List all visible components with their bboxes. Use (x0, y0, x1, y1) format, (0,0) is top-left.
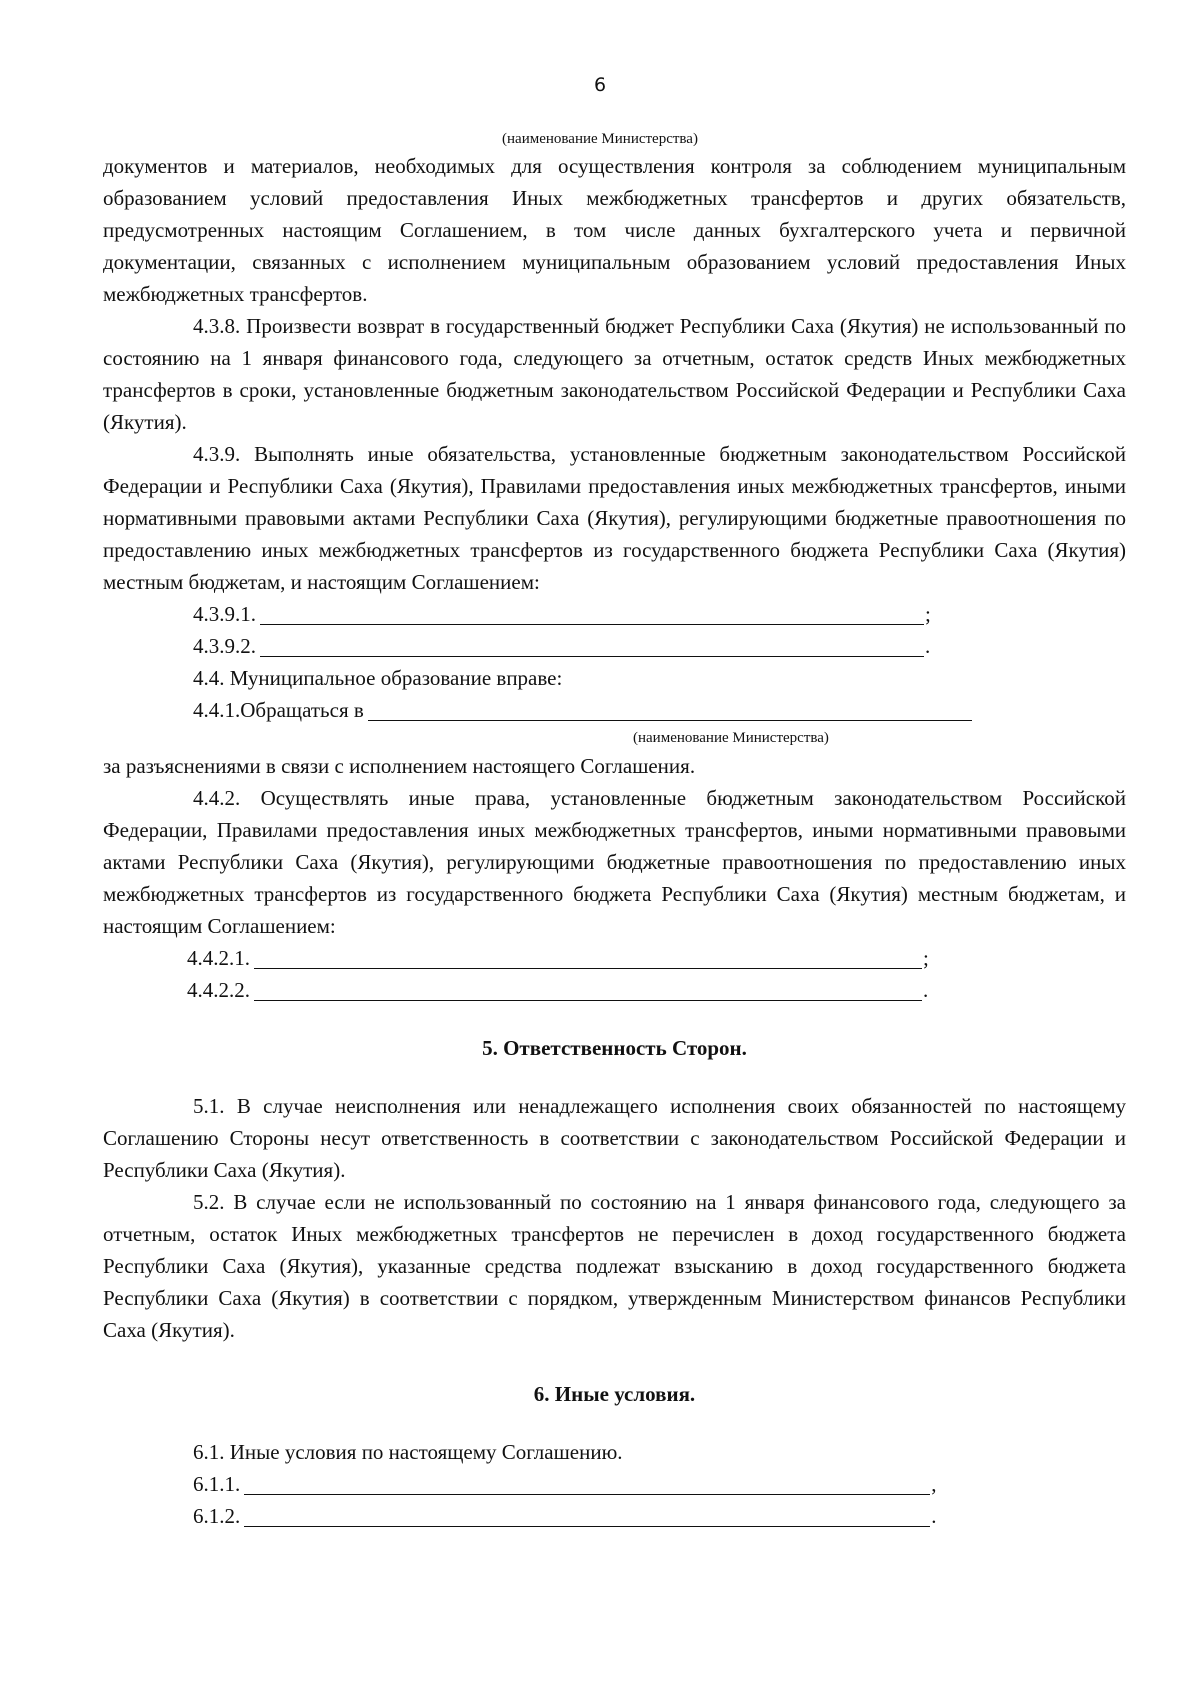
item-number: 6.1.1. (193, 1472, 241, 1496)
spacer (103, 1346, 1126, 1378)
paragraph-4-4-2: 4.4.2. Осуществлять иные права, установленные бюджетным законодательством Российской Федерации, Правилами предоставления иных межбюджетных трансфертов, иными нормативными правовыми актами Республики Саха (Якутия), регулирующими бюджетные правоотношения по предоставлению иных межбюджетных трансфертов из государственного бюджета Республики Саха (Якутия) местным бюджетам, и настоящим Соглашением: (103, 786, 1126, 938)
document-body (103, 150, 1126, 1532)
item-4-3-9-1 (103, 598, 1126, 630)
item-number: 6.1.2. (193, 1504, 241, 1528)
item-number: 4.4.1.Обращаться в (193, 698, 364, 722)
paragraph-4-3-8: 4.3.8. Произвести возврат в государственный бюджет Республики Саха (Якутия) не использованный по состоянию на 1 января финансового года, следующего за отчетным, остаток средств Иных межбюджетных трансфертов в сроки, установленные бюджетным законодательством Российской Федерации и Республики Саха (Якутия). (103, 314, 1126, 434)
page-number: 6 (593, 74, 607, 96)
ministry-name-hint-top: (наименование Министерства) (502, 131, 698, 147)
item-number: 4.4.2.1. (187, 946, 250, 970)
blank-fill-field[interactable] (260, 634, 924, 657)
paragraph-6-1: 6.1. Иные условия по настоящему Соглашению. (193, 1440, 623, 1464)
paragraph-4-3-9: 4.3.9. Выполнять иные обязательства, установленные бюджетным законодательством Российской Федерации и Республики Саха (Якутия), Правилами предоставления иных межбюджетных трансфертов, иными нормативными правовыми актами Республики Саха (Якутия), регулирующими бюджетные правоотношения по предоставлению иных межбюджетных трансфертов из государственного бюджета Республики Саха (Якутия) местным бюджетам, и настоящим Соглашением: (103, 442, 1126, 594)
section-6-title: 6. Иные условия. (533, 1382, 696, 1406)
item-number: 4.3.9.1. (193, 602, 256, 626)
blank-fill-field[interactable] (254, 978, 922, 1001)
spacer (103, 1410, 1126, 1436)
item-punctuation: ; (925, 602, 931, 626)
paragraph-5-1: 5.1. В случае неисполнения или ненадлежащего исполнения своих обязанностей по настоящему Соглашению Стороны несут ответственность в соответствии с законодательством Российской Федерации и Республики Саха (Якутия). (103, 1094, 1126, 1182)
item-6-1-1 (103, 1468, 1126, 1500)
item-number: 4.3.9.2. (193, 634, 256, 658)
paragraph-4-3-7-continuation: документов и материалов, необходимых для осуществления контроля за соблюдением муниципальным образованием условий предоставления Иных межбюджетных трансфертов и других обязательств, предусмотренных настоящим Соглашением, в том числе данных бухгалтерского учета и первичной документации, связанных с исполнением муниципальным образованием условий предоставления Иных межбюджетных трансфертов. (103, 154, 1126, 306)
item-punctuation: . (923, 978, 929, 1002)
spacer (103, 1064, 1126, 1090)
blank-fill-field[interactable] (244, 1504, 930, 1527)
blank-fill-field[interactable] (254, 946, 922, 969)
item-4-4-1 (103, 694, 1126, 726)
section-5-title: 5. Ответственность Сторон. (482, 1036, 747, 1060)
item-4-3-9-2 (103, 630, 1126, 662)
paragraph-4-4: 4.4. Муниципальное образование вправе: (193, 666, 563, 690)
ministry-name-hint: (наименование Министерства) (633, 730, 829, 746)
item-punctuation: . (931, 1504, 937, 1528)
item-punctuation: , (931, 1472, 937, 1496)
spacer (103, 1006, 1126, 1032)
blank-fill-field[interactable] (244, 1472, 930, 1495)
item-6-1-2 (103, 1500, 1126, 1532)
paragraph-4-4-1-continuation: за разъяснениями в связи с исполнением настоящего Соглашения. (103, 754, 696, 778)
item-4-4-2-1 (103, 942, 1126, 974)
item-punctuation: ; (923, 946, 929, 970)
item-punctuation: . (925, 634, 931, 658)
item-number: 4.4.2.2. (187, 978, 250, 1002)
paragraph-5-2: 5.2. В случае если не использованный по состоянию на 1 января финансового года, следующего за отчетным, остаток Иных межбюджетных трансфертов не перечислен в доход государственного бюджета Республики Саха (Якутия), указанные средства подлежат взысканию в доход государственного бюджета Республики Саха (Якутия) в соответствии с порядком, утвержденным Министерством финансов Республики Саха (Якутия). (103, 1190, 1126, 1342)
ministry-name-field[interactable] (368, 698, 972, 721)
item-4-4-2-2 (103, 974, 1126, 1006)
blank-fill-field[interactable] (260, 602, 924, 625)
